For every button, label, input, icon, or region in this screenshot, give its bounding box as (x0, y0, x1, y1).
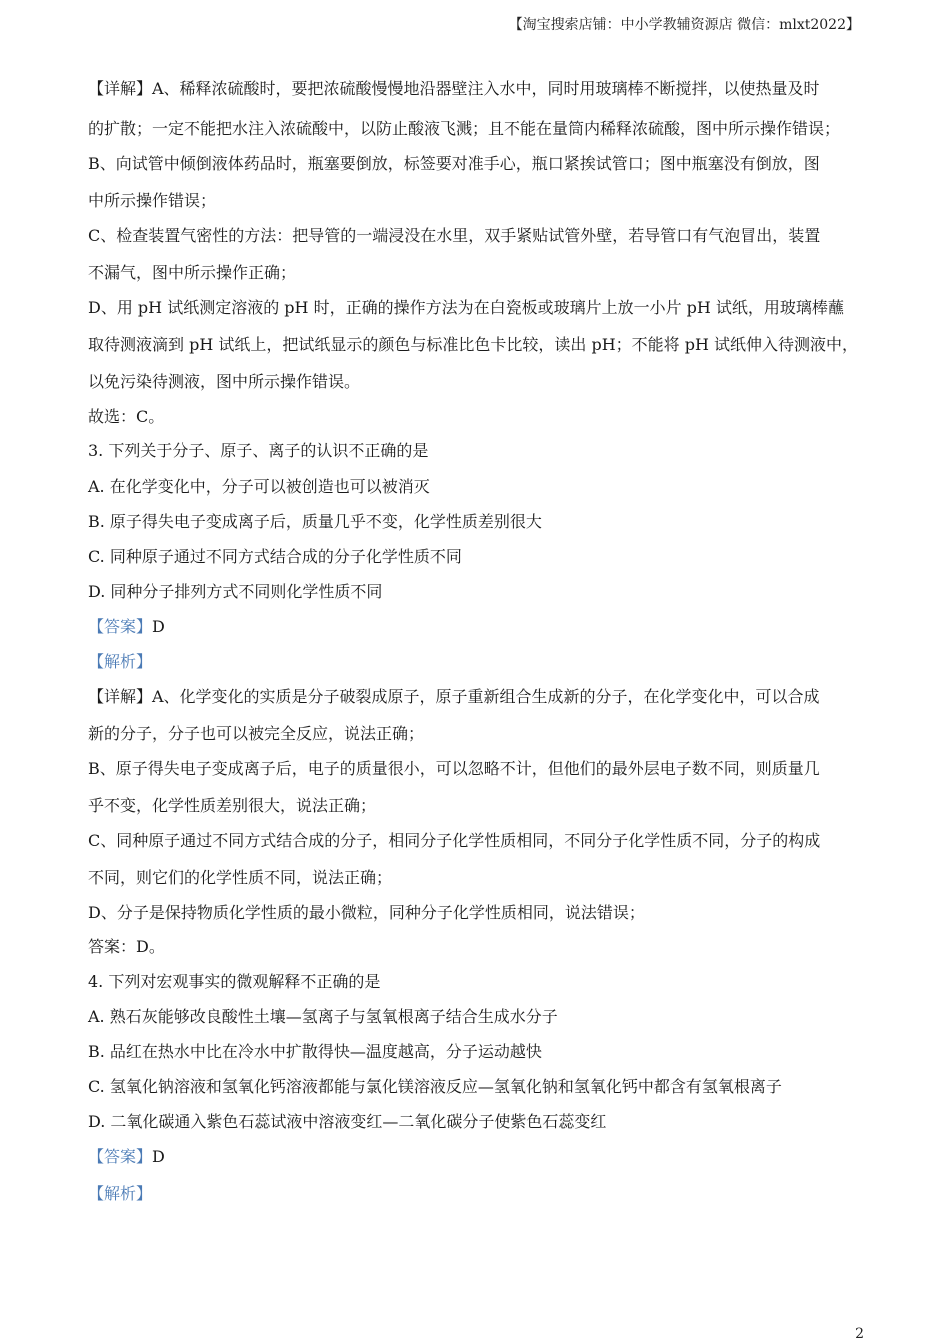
answer-tag: 【答案】 (88, 617, 153, 636)
text-line: 以免污染待测液，图中所示操作错误。 (88, 372, 361, 391)
question-3-option-c: C. 同种原子通过不同方式结合成的分子化学性质不同 (88, 547, 462, 566)
question-4-option-b: B. 品红在热水中比在冷水中扩散得快—温度越高，分子运动越快 (88, 1042, 542, 1061)
question-4-option-c: C. 氢氧化钠溶液和氢氧化钙溶液都能与氯化镁溶液反应—氢氧化钠和氢氧化钙中都含有氢氧根离子 (88, 1077, 782, 1096)
answer-value: D (152, 1147, 165, 1166)
answer-tag: 【答案】 (88, 1147, 153, 1166)
text-line: B、原子得失电子变成离子后，电子的质量很小，可以忽略不计，但他们的最外层电子数不同，则质量几 (88, 759, 820, 778)
question-4-option-d: D. 二氧化碳通入紫色石蕊试液中溶液变红—二氧化碳分子使紫色石蕊变红 (88, 1112, 607, 1131)
text-line: 乎不变，化学性质差别很大，说法正确； (88, 796, 377, 815)
text-line: 新的分子，分子也可以被完全反应，说法正确； (88, 724, 425, 743)
analysis-tag: 【解析】 (88, 1184, 153, 1203)
text-line: C、同种原子通过不同方式结合成的分子，相同分子化学性质相同，不同分子化学性质不同，分子的构成 (88, 831, 821, 850)
answer-line (88, 616, 165, 638)
text-line: C、检查装置气密性的方法：把导管的一端浸没在水里，双手紧贴试管外壁，若导管口有气泡冒出，装置 (88, 226, 821, 245)
question-4-stem: 4. 下列对宏观事实的微观解释不正确的是 (88, 972, 381, 991)
text-line: D、用 pH 试纸测定溶液的 pH 时，正确的操作方法为在白瓷板或玻璃片上放一小片 pH 试纸，用玻璃棒蘸 (88, 298, 844, 317)
analysis-tag: 【解析】 (88, 652, 153, 671)
answer-line (88, 1146, 165, 1168)
text-line: D、分子是保持物质化学性质的最小微粒，同种分子化学性质相同，说法错误； (88, 903, 645, 922)
conclusion-line: 故选：C。 (88, 407, 165, 426)
conclusion-line: 答案：D。 (88, 937, 165, 956)
text-line: 的扩散；一定不能把水注入浓硫酸中，以防止酸液飞溅；且不能在量筒内稀释浓硫酸，图中所示操作错误； (88, 119, 841, 138)
question-3-stem: 3. 下列关于分子、原子、离子的认识不正确的是 (88, 441, 429, 460)
question-3-option-a: A. 在化学变化中，分子可以被创造也可以被消灭 (88, 477, 430, 496)
text-line: 中所示操作错误； (88, 191, 217, 210)
text-line: 不漏气，图中所示操作正确； (88, 263, 297, 282)
page-number: 2 (855, 1326, 864, 1342)
page-header: 【淘宝搜索店铺：中小学教辅资源店 微信：mlxt2022】 (508, 17, 860, 33)
text-line: 【详解】A、化学变化的实质是分子破裂成原子，原子重新组合生成新的分子，在化学变化中，可以合成 (88, 687, 820, 706)
text-line: 不同，则它们的化学性质不同，说法正确； (88, 868, 393, 887)
text-line: 【详解】A、稀释浓硫酸时，要把浓硫酸慢慢地沿器壁注入水中，同时用玻璃棒不断搅拌，以使热量及时 (88, 79, 820, 98)
answer-value: D (152, 617, 165, 636)
question-3-option-d: D. 同种分子排列方式不同则化学性质不同 (88, 582, 383, 601)
question-3-option-b: B. 原子得失电子变成离子后，质量几乎不变，化学性质差别很大 (88, 512, 542, 531)
text-line: 取待测液滴到 pH 试纸上，把试纸显示的颜色与标准比色卡比较，读出 pH；不能将 pH 试纸伸入待测液中， (88, 335, 859, 354)
question-4-option-a: A. 熟石灰能够改良酸性土壤—氢离子与氢氧根离子结合生成水分子 (88, 1007, 558, 1026)
text-line: B、向试管中倾倒液体药品时，瓶塞要倒放，标签要对准手心，瓶口紧挨试管口；图中瓶塞没有倒放，图 (88, 154, 820, 173)
